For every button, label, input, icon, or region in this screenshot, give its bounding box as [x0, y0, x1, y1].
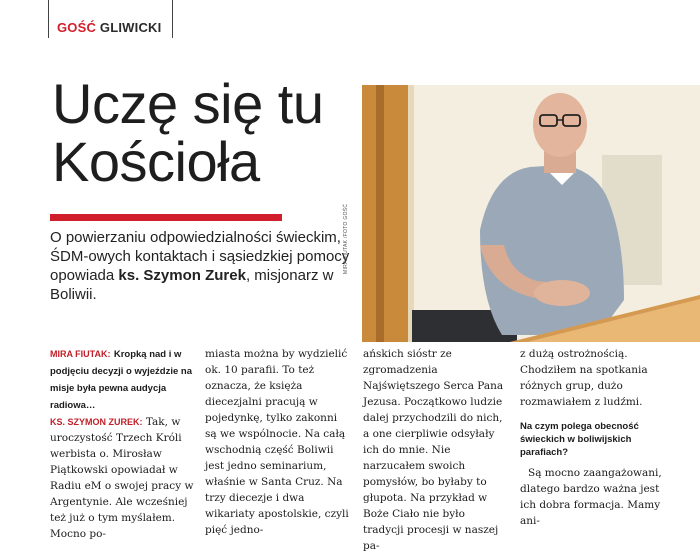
red-accent-bar — [50, 214, 282, 221]
priest-photo — [362, 85, 700, 342]
lead-end: , misjonarz w Boliwii. — [50, 267, 334, 303]
article-column-2 — [205, 346, 350, 538]
column-4-text-2: Są mocno zaangażowani, dlatego bardzo ważna jest ich dobra formacja. Mamy ani- — [520, 467, 662, 527]
article-lead — [50, 228, 350, 304]
photo-credit: MIRA FIUTAK /FOTO GOŚĆ — [343, 203, 349, 274]
answer-1: Tak, w uroczystość Trzech Króli werbista o. Mirosław Piątkowski opowiadał w Radiu eM o swojej pracy w Argentynie. Ale wcześniej też już o tym myślałem. Mocno po- — [50, 416, 194, 540]
header-rule-left — [48, 0, 49, 38]
article-column-1 — [50, 346, 195, 542]
column-3-text: ańskich sióstr ze zgromadzenia Najświętszego Serca Pana Jezusa. Początkowo ludzie dalej przychodzili do nich, a one cierpliwie odsyłały ich do mnie. Nie narzucałem swoich pomysłów, bo byłaby to głupota. Na przykład w Boże Ciało nie było tradycji procesji w naszej pa- — [363, 348, 504, 552]
section-label-gosc: GOŚĆ — [57, 20, 97, 35]
article-column-4 — [520, 346, 670, 529]
section-label — [57, 20, 161, 35]
column-2-text: miasta można by wydzielić ok. 10 parafii. To też oznacza, że księża diecezjalni pracują w pojedynkę, tylko zakonni są we wspólnocie. Na całą wschodnią część Boliwii jest jedno seminarium, właśnie w Santa Cruz. Na trzy diecezje i dwa wikariaty apostolskie, czyli pięć jedno- — [205, 348, 349, 536]
title-line-2: Kościoła — [52, 130, 260, 193]
article-column-3 — [363, 346, 508, 554]
article-title — [52, 72, 324, 193]
lead-name: ks. Szymon Zurek — [118, 267, 246, 284]
section-label-gliwicki: GLIWICKI — [99, 20, 162, 35]
photo-door — [362, 85, 408, 342]
header-rule-right — [172, 0, 173, 38]
title-line-1: Uczę się tu — [52, 72, 324, 135]
lead-text: O powierzaniu odpowiedzialności świeckim, ŚDM-owych kontaktach i sąsiedzkiej pomocy opowiada — [50, 229, 350, 284]
speaker-interviewer: MIRA FIUTAK: — [50, 349, 111, 359]
speaker-priest: KS. SZYMON ZUREK: — [50, 417, 143, 427]
question-1: Kropką nad i w podjęciu decyzji o wyjeździe na misje była pewna audycja radiowa… — [50, 349, 193, 411]
question-2: Na czym polega obecność świeckich w boliwijskich parafiach? — [520, 421, 639, 458]
column-4-text-1: z dużą ostrożnością. Chodziłem na spotkania różnych grup, dużo rozmawiałem z ludźmi. — [520, 348, 648, 408]
photo-door-edge — [376, 85, 384, 342]
